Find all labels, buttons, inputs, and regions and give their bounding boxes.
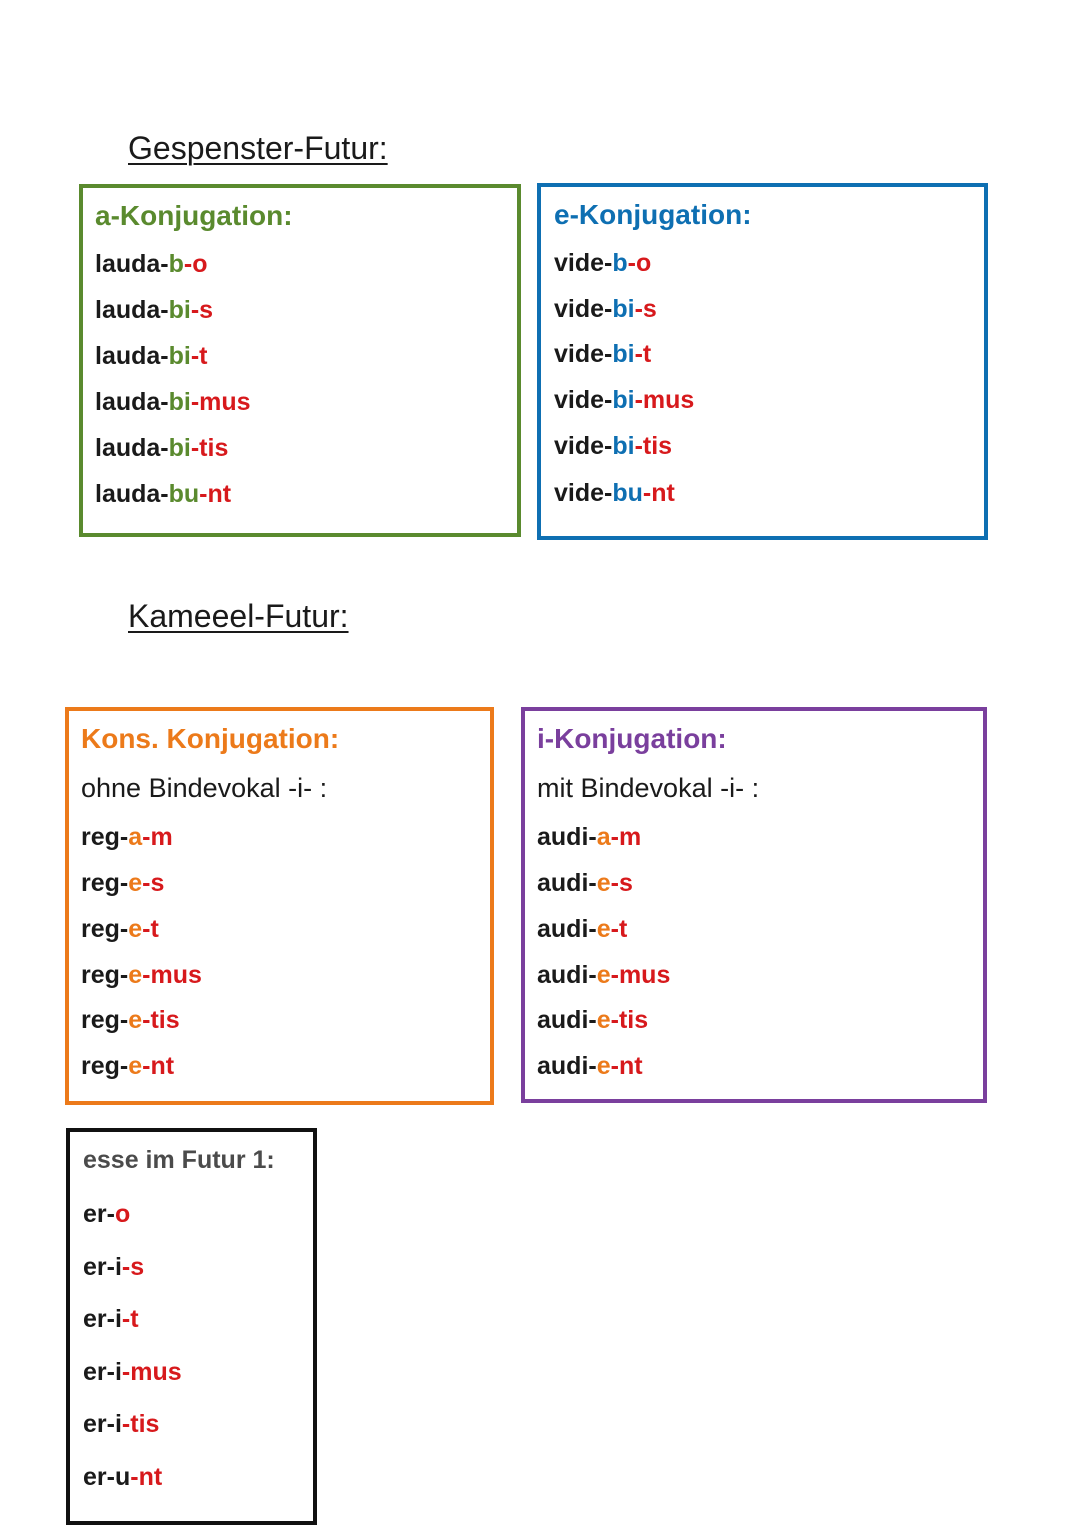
e-konjugation-box bbox=[537, 183, 988, 540]
a-konjugation-title: a-Konjugation: bbox=[95, 200, 293, 231]
e-konjugation-row: vide-b-o bbox=[554, 249, 652, 277]
esse-futur-row: er-i-t bbox=[83, 1305, 139, 1333]
kameeel-futur-heading: Kameeel-Futur: bbox=[128, 598, 349, 634]
e-konjugation-row: vide-bu-nt bbox=[554, 479, 675, 507]
i-konjugation-row: audi-e-nt bbox=[537, 1052, 643, 1080]
kons-konjugation-box bbox=[65, 707, 494, 1105]
kons-konjugation-row: reg-a-m bbox=[81, 823, 173, 851]
i-konjugation-row: audi-e-mus bbox=[537, 961, 671, 989]
esse-futur-row: er-i-tis bbox=[83, 1410, 160, 1438]
i-konjugation-row: audi-e-tis bbox=[537, 1006, 649, 1034]
e-konjugation-row: vide-bi-t bbox=[554, 340, 652, 368]
kons-konjugation-row: reg-e-mus bbox=[81, 961, 202, 989]
esse-futur-row: er-u-nt bbox=[83, 1463, 163, 1491]
esse-futur-row: er-o bbox=[83, 1200, 131, 1228]
e-konjugation-row: vide-bi-tis bbox=[554, 432, 673, 460]
a-konjugation-row: lauda-b-o bbox=[95, 250, 208, 278]
i-konjugation-row: audi-e-s bbox=[537, 869, 633, 897]
kons-konjugation-subtitle: ohne Bindevokal -i- : bbox=[81, 773, 328, 803]
gespenster-futur-heading: Gespenster-Futur: bbox=[128, 130, 388, 166]
kons-konjugation-row: reg-e-tis bbox=[81, 1006, 180, 1034]
esse-futur-box bbox=[66, 1128, 317, 1525]
kons-konjugation-title: Kons. Konjugation: bbox=[81, 723, 340, 754]
kons-konjugation-row: reg-e-t bbox=[81, 915, 159, 943]
a-konjugation-row: lauda-bu-nt bbox=[95, 480, 232, 508]
i-konjugation-box bbox=[521, 707, 987, 1103]
e-konjugation-row: vide-bi-mus bbox=[554, 386, 695, 414]
a-konjugation-box bbox=[79, 184, 521, 537]
i-konjugation-title: i-Konjugation: bbox=[537, 723, 727, 754]
esse-futur-row: er-i-mus bbox=[83, 1358, 182, 1386]
i-konjugation-subtitle: mit Bindevokal -i- : bbox=[537, 773, 760, 803]
a-konjugation-row: lauda-bi-mus bbox=[95, 388, 251, 416]
e-konjugation-row: vide-bi-s bbox=[554, 295, 657, 323]
i-konjugation-row: audi-a-m bbox=[537, 823, 642, 851]
a-konjugation-row: lauda-bi-tis bbox=[95, 434, 229, 462]
e-konjugation-title: e-Konjugation: bbox=[554, 199, 752, 230]
esse-futur-title: esse im Futur 1: bbox=[83, 1146, 275, 1174]
kons-konjugation-row: reg-e-s bbox=[81, 869, 165, 897]
esse-futur-row: er-i-s bbox=[83, 1253, 145, 1281]
a-konjugation-row: lauda-bi-t bbox=[95, 342, 208, 370]
kons-konjugation-row: reg-e-nt bbox=[81, 1052, 175, 1080]
i-konjugation-row: audi-e-t bbox=[537, 915, 628, 943]
a-konjugation-row: lauda-bi-s bbox=[95, 296, 214, 324]
